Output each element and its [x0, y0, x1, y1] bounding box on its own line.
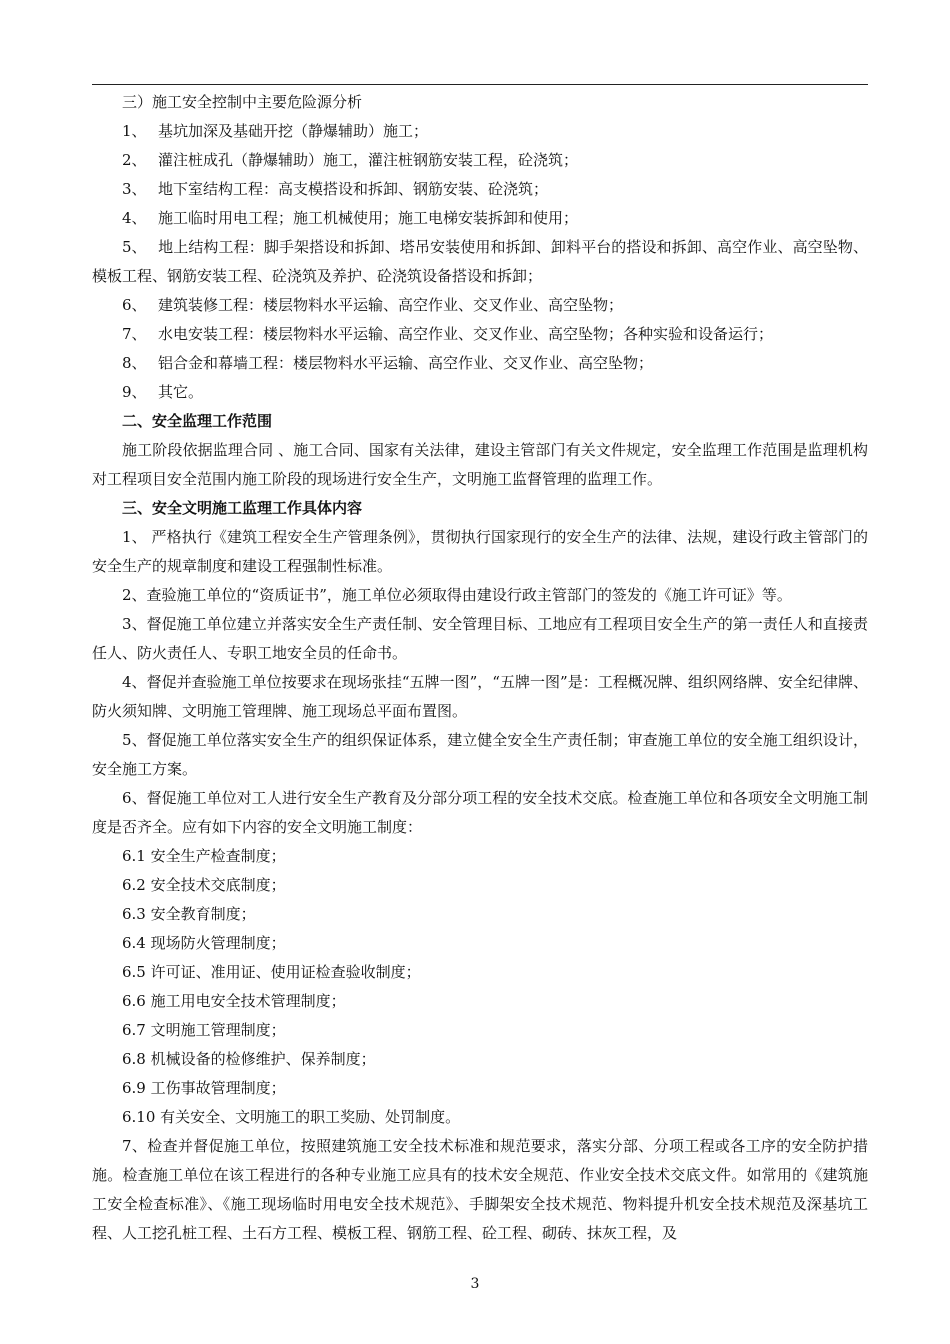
system-item: 6.9 工伤事故管理制度； [122, 1079, 286, 1097]
hazard-item: 6、 建筑装修工程：楼层物料水平运输、高空作业、交叉作业、高空坠物； [122, 296, 624, 314]
section3-title: 三）施工安全控制中主要危险源分析 [122, 93, 363, 111]
content-item: 1、 严格执行《建筑工程安全生产管理条例》，贯彻执行国家现行的安全生产的法律、法规，建设行政主管部门的安全生产的规章制度和建设工程强制性标准。 [92, 528, 868, 575]
system-item: 6.3 安全教育制度； [122, 905, 256, 923]
system-item: 6.10 有关安全、文明施工的职工奖励、处罚制度。 [122, 1108, 461, 1126]
content-item: 2、查验施工单位的“资质证书”，施工单位必须取得由建设行政主管部门的签发的《施工许可证》等。 [122, 586, 792, 604]
hazard-item: 3、 地下室结构工程：高支模搭设和拆卸、钢筋安装、砼浇筑； [122, 180, 549, 198]
header-rule [92, 84, 868, 85]
content-item: 3、督促施工单位建立并落实安全生产责任制、安全管理目标、工地应有工程项目安全生产的第一责任人和直接责任人、防火责任人、专职工地安全员的任命书。 [92, 615, 868, 662]
system-item: 6.2 安全技术交底制度； [122, 876, 286, 894]
system-item: 6.5 许可证、准用证、使用证检查验收制度； [122, 963, 421, 981]
system-item: 6.7 文明施工管理制度； [122, 1021, 286, 1039]
hazard-item: 9、 其它。 [122, 383, 204, 401]
system-list [92, 842, 868, 1132]
content-item: 5、督促施工单位落实安全生产的组织保证体系，建立健全安全生产责任制；审查施工单位的安全施工组织设计，安全施工方案。 [92, 731, 868, 778]
heading-content: 三、安全文明施工监理工作具体内容 [122, 499, 363, 517]
hazard-item: 7、 水电安装工程：楼层物料水平运输、高空作业、交叉作业、高空坠物；各种实验和设备运行； [122, 325, 774, 343]
hazard-item: 1、 基坑加深及基础开挖（静爆辅助）施工； [122, 122, 429, 140]
hazard-list [92, 117, 868, 407]
document-body [92, 88, 868, 1248]
hazard-item: 8、 铝合金和幕墙工程：楼层物料水平运输、高空作业、交叉作业、高空坠物； [122, 354, 654, 372]
system-item: 6.6 施工用电安全技术管理制度； [122, 992, 346, 1010]
scope-paragraph: 施工阶段依据监理合同 、施工合同、国家有关法律，建设主管部门有关文件规定，安全监理工作范围是监理机构对工程项目安全范围内施工阶段的现场进行安全生产，文明施工监督管理的监理工作。 [92, 441, 868, 488]
content-item-7: 7、检查并督促施工单位，按照建筑施工安全技术标准和规范要求，落实分部、分项工程或各工序的安全防护措施。检查施工单位在该工程进行的各种专业施工应具有的技术安全规范、作业安全技术交底文件。如常用的《建筑施工安全检查标准》、《施工现场临时用电安全技术规范》、手脚架安全技术规范、物料提升机安全技术规范及深基坑工程、人工挖孔桩工程、土石方工程、模板工程、钢筋工程、砼工程、砌砖、抹灰工程，及 [92, 1137, 868, 1242]
system-item: 6.1 安全生产检查制度； [122, 847, 286, 865]
page-number: 3 [470, 1276, 480, 1292]
system-item: 6.4 现场防火管理制度； [122, 934, 286, 952]
content-item: 4、督促并查验施工单位按要求在现场张挂“五牌一图”，“五牌一图”是：工程概况牌、组织网络牌、安全纪律牌、防火须知牌、文明施工管理牌、施工现场总平面布置图。 [92, 673, 868, 720]
hazard-item: 4、 施工临时用电工程；施工机械使用；施工电梯安装拆卸和使用； [122, 209, 579, 227]
hazard-item: 5、 地上结构工程：脚手架搭设和拆卸、塔吊安装使用和拆卸、卸料平台的搭设和拆卸、高空作业、高空坠物、模板工程、钢筋安装工程、砼浇筑及养护、砼浇筑设备搭设和拆卸； [92, 238, 868, 285]
heading-scope: 二、安全监理工作范围 [122, 412, 273, 430]
hazard-item: 2、 灌注桩成孔（静爆辅助）施工，灌注桩钢筋安装工程，砼浇筑； [122, 151, 579, 169]
content-item: 6、督促施工单位对工人进行安全生产教育及分部分项工程的安全技术交底。检查施工单位和各项安全文明施工制度是否齐全。应有如下内容的安全文明施工制度： [92, 789, 868, 836]
system-item: 6.8 机械设备的检修维护、保养制度； [122, 1050, 376, 1068]
